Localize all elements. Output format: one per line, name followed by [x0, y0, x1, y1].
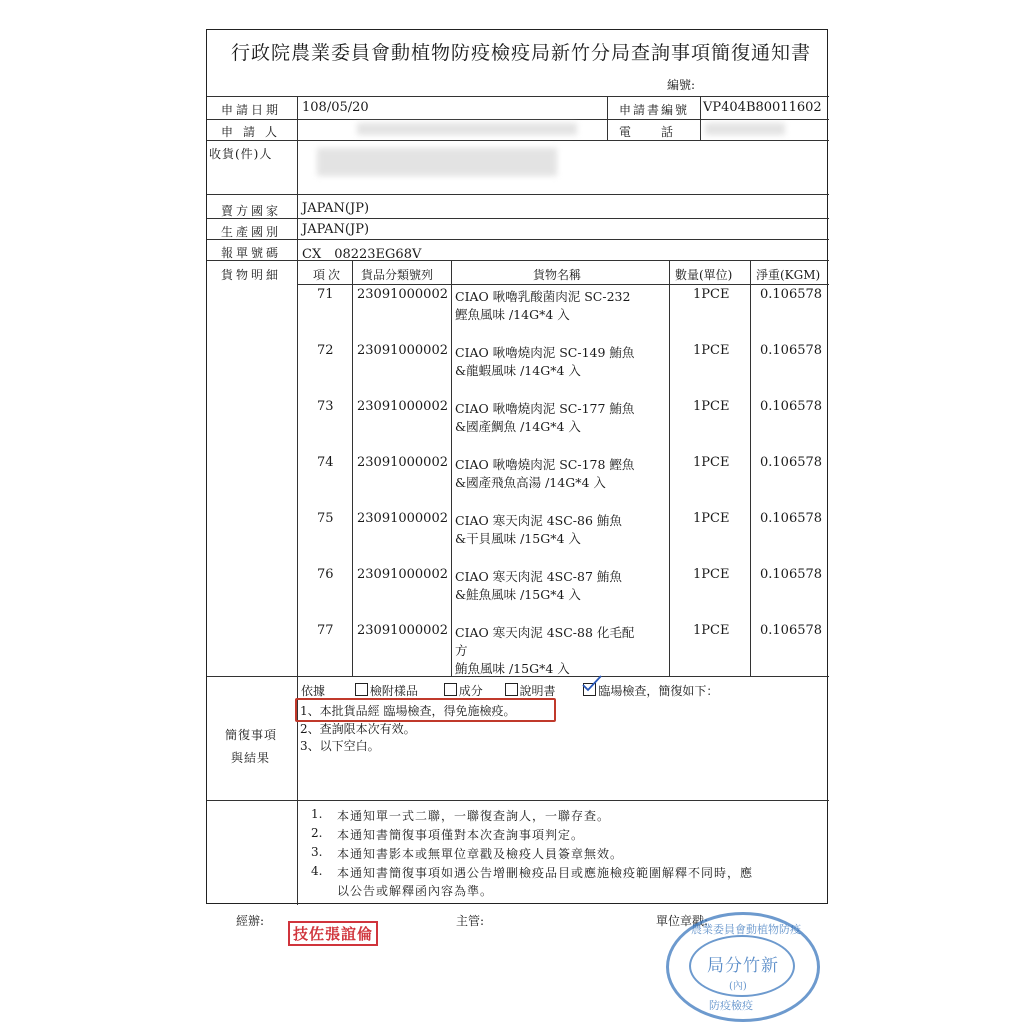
- phone-label: 電 話: [619, 125, 676, 139]
- goods-weight: 0.106578: [760, 623, 823, 638]
- seller-country-value: JAPAN(JP): [302, 201, 370, 216]
- goods-name-line: CIAO 寒天肉泥 4SC-87 鮪魚: [455, 569, 622, 584]
- apply-date-label: 申請日期: [221, 103, 282, 117]
- column-header-code: 貨品分類號列: [361, 268, 434, 282]
- goods-quantity: 1PCE: [693, 511, 730, 526]
- result-line-1: 1、本批貨品經 臨場檢查，得免施檢疫。: [300, 704, 516, 718]
- goods-weight: 0.106578: [760, 511, 823, 526]
- goods-section-label: 貨物明細: [221, 268, 282, 282]
- declaration-value: CX 08223EG68V: [302, 247, 422, 262]
- checkbox-sample[interactable]: [355, 683, 368, 696]
- goods-name-line: &國產飛魚高湯 /14G*4 入: [455, 475, 606, 490]
- note-number: 1.: [311, 807, 323, 821]
- handler-label: 經辦:: [236, 914, 265, 928]
- goods-code: 23091000002: [357, 511, 448, 526]
- result-line-2: 2、查詢限本次有效。: [300, 722, 416, 736]
- goods-code: 23091000002: [357, 399, 448, 414]
- goods-item-number: 77: [317, 623, 334, 638]
- goods-quantity: 1PCE: [693, 287, 730, 302]
- goods-name-line: &鮭魚風味 /15G*4 入: [455, 587, 581, 602]
- option-inspection-label: 臨場檢查，簡復如下：: [598, 684, 719, 698]
- unit-seal-label: 單位章戳:: [656, 914, 709, 928]
- origin-label: 生產國別: [221, 225, 282, 239]
- goods-name-line: CIAO 啾嚕燒肉泥 SC-177 鮪魚: [455, 401, 635, 416]
- supervisor-label: 主管:: [456, 914, 485, 928]
- goods-item-number: 71: [317, 287, 334, 302]
- result-line-3: 3、以下空白。: [300, 739, 380, 753]
- goods-item-number: 72: [317, 343, 334, 358]
- seal-bottom-text: 防疫檢疫: [709, 999, 753, 1012]
- note-text-continued: 以公告或解釋函內容為準。: [337, 884, 494, 898]
- origin-value: JAPAN(JP): [302, 222, 370, 237]
- document-number-label: 編號:: [667, 78, 696, 92]
- official-seal: [666, 912, 820, 1022]
- basis-label: 依據: [301, 684, 326, 698]
- consignee-redacted: [317, 148, 557, 176]
- option-ingredients-label: 成分: [458, 684, 483, 698]
- goods-quantity: 1PCE: [693, 399, 730, 414]
- apply-number-label: 申請書編號: [619, 103, 690, 117]
- seal-sub-text: (內): [729, 981, 747, 992]
- note-number: 4.: [311, 864, 323, 878]
- applicant-redacted: [357, 123, 577, 135]
- reply-section-label-line1: 簡復事項: [225, 728, 278, 742]
- checkmark-icon: [581, 675, 603, 693]
- goods-name-line: 鮪魚風味 /15G*4 入: [455, 661, 570, 676]
- document-title: 行政院農業委員會動植物防疫檢疫局新竹分局查詢事項簡復通知書: [231, 42, 812, 64]
- apply-date-value: 108/05/20: [302, 100, 369, 115]
- phone-redacted: [705, 123, 785, 135]
- option-ingredients[interactable]: [444, 684, 483, 698]
- goods-quantity: 1PCE: [693, 455, 730, 470]
- seal-top-text: 農業委員會動植物防疫: [691, 923, 801, 936]
- goods-name-line: CIAO 啾嚕燒肉泥 SC-149 鮪魚: [455, 345, 635, 360]
- goods-quantity: 1PCE: [693, 567, 730, 582]
- goods-weight: 0.106578: [760, 399, 823, 414]
- goods-name-line: &干貝風味 /15G*4 入: [455, 531, 581, 546]
- goods-name-line: CIAO 寒天肉泥 4SC-88 化毛配: [455, 625, 635, 640]
- declaration-label: 報單號碼: [221, 246, 282, 260]
- goods-name-line: &國產鯛魚 /14G*4 入: [455, 419, 581, 434]
- handler-stamp: 技佐張誼倫: [288, 921, 378, 946]
- goods-item-number: 73: [317, 399, 334, 414]
- goods-code: 23091000002: [357, 567, 448, 582]
- option-sample[interactable]: [355, 684, 418, 698]
- checkbox-ingredients[interactable]: [444, 683, 457, 696]
- reply-section-label: [225, 726, 277, 766]
- goods-item-number: 76: [317, 567, 334, 582]
- note-text: 本通知單一式二聯，一聯復查詢人，一聯存查。: [337, 809, 611, 823]
- goods-code: 23091000002: [357, 287, 448, 302]
- apply-number-value: VP404B80011602: [703, 100, 822, 115]
- goods-code: 23091000002: [357, 623, 448, 638]
- goods-name-line: 方: [455, 643, 468, 658]
- reply-basis-row: [301, 682, 718, 699]
- column-header-weight: 淨重(KGM): [756, 268, 821, 282]
- goods-code: 23091000002: [357, 343, 448, 358]
- goods-name-line: CIAO 啾嚕燒肉泥 SC-178 鰹魚: [455, 457, 635, 472]
- note-text: 本通知書簡復事項僅對本次查詢事項判定。: [337, 828, 585, 842]
- note-number: 2.: [311, 826, 323, 840]
- seller-country-label: 賣方國家: [221, 204, 282, 218]
- option-sample-label: 檢附樣品: [369, 684, 418, 698]
- goods-quantity: 1PCE: [693, 623, 730, 638]
- consignee-label: 收貨(件)人: [209, 147, 273, 161]
- goods-name-line: &龍蝦風味 /14G*4 入: [455, 363, 581, 378]
- note-number: 3.: [311, 845, 323, 859]
- goods-weight: 0.106578: [760, 343, 823, 358]
- seal-center-text: 局分竹新: [707, 956, 779, 976]
- column-header-name: 貨物名稱: [533, 268, 582, 282]
- goods-item-number: 74: [317, 455, 334, 470]
- column-header-item: 項次: [313, 268, 344, 282]
- notice-form: [206, 29, 828, 904]
- option-inspection[interactable]: [583, 684, 718, 698]
- goods-name-line: CIAO 寒天肉泥 4SC-86 鮪魚: [455, 513, 622, 528]
- checkbox-manual[interactable]: [505, 683, 518, 696]
- goods-weight: 0.106578: [760, 455, 823, 470]
- note-text: 本通知書簡復事項如遇公告增刪檢疫品目或應施檢疫範圍解釋不同時，應: [337, 866, 754, 880]
- option-manual[interactable]: [505, 684, 556, 698]
- goods-name-line: CIAO 啾嚕乳酸菌肉泥 SC-232: [455, 289, 631, 304]
- reply-section-label-line2: 與結果: [231, 751, 271, 765]
- goods-code: 23091000002: [357, 455, 448, 470]
- applicant-label: 申請人: [221, 125, 288, 139]
- goods-item-number: 75: [317, 511, 334, 526]
- column-header-qty: 數量(單位): [675, 268, 733, 282]
- goods-weight: 0.106578: [760, 287, 823, 302]
- goods-quantity: 1PCE: [693, 343, 730, 358]
- goods-weight: 0.106578: [760, 567, 823, 582]
- goods-name-line: 鰹魚風味 /14G*4 入: [455, 307, 570, 322]
- note-text: 本通知書影本或無單位章戳及檢疫人員簽章無效。: [337, 847, 624, 861]
- option-manual-label: 說明書: [519, 684, 556, 698]
